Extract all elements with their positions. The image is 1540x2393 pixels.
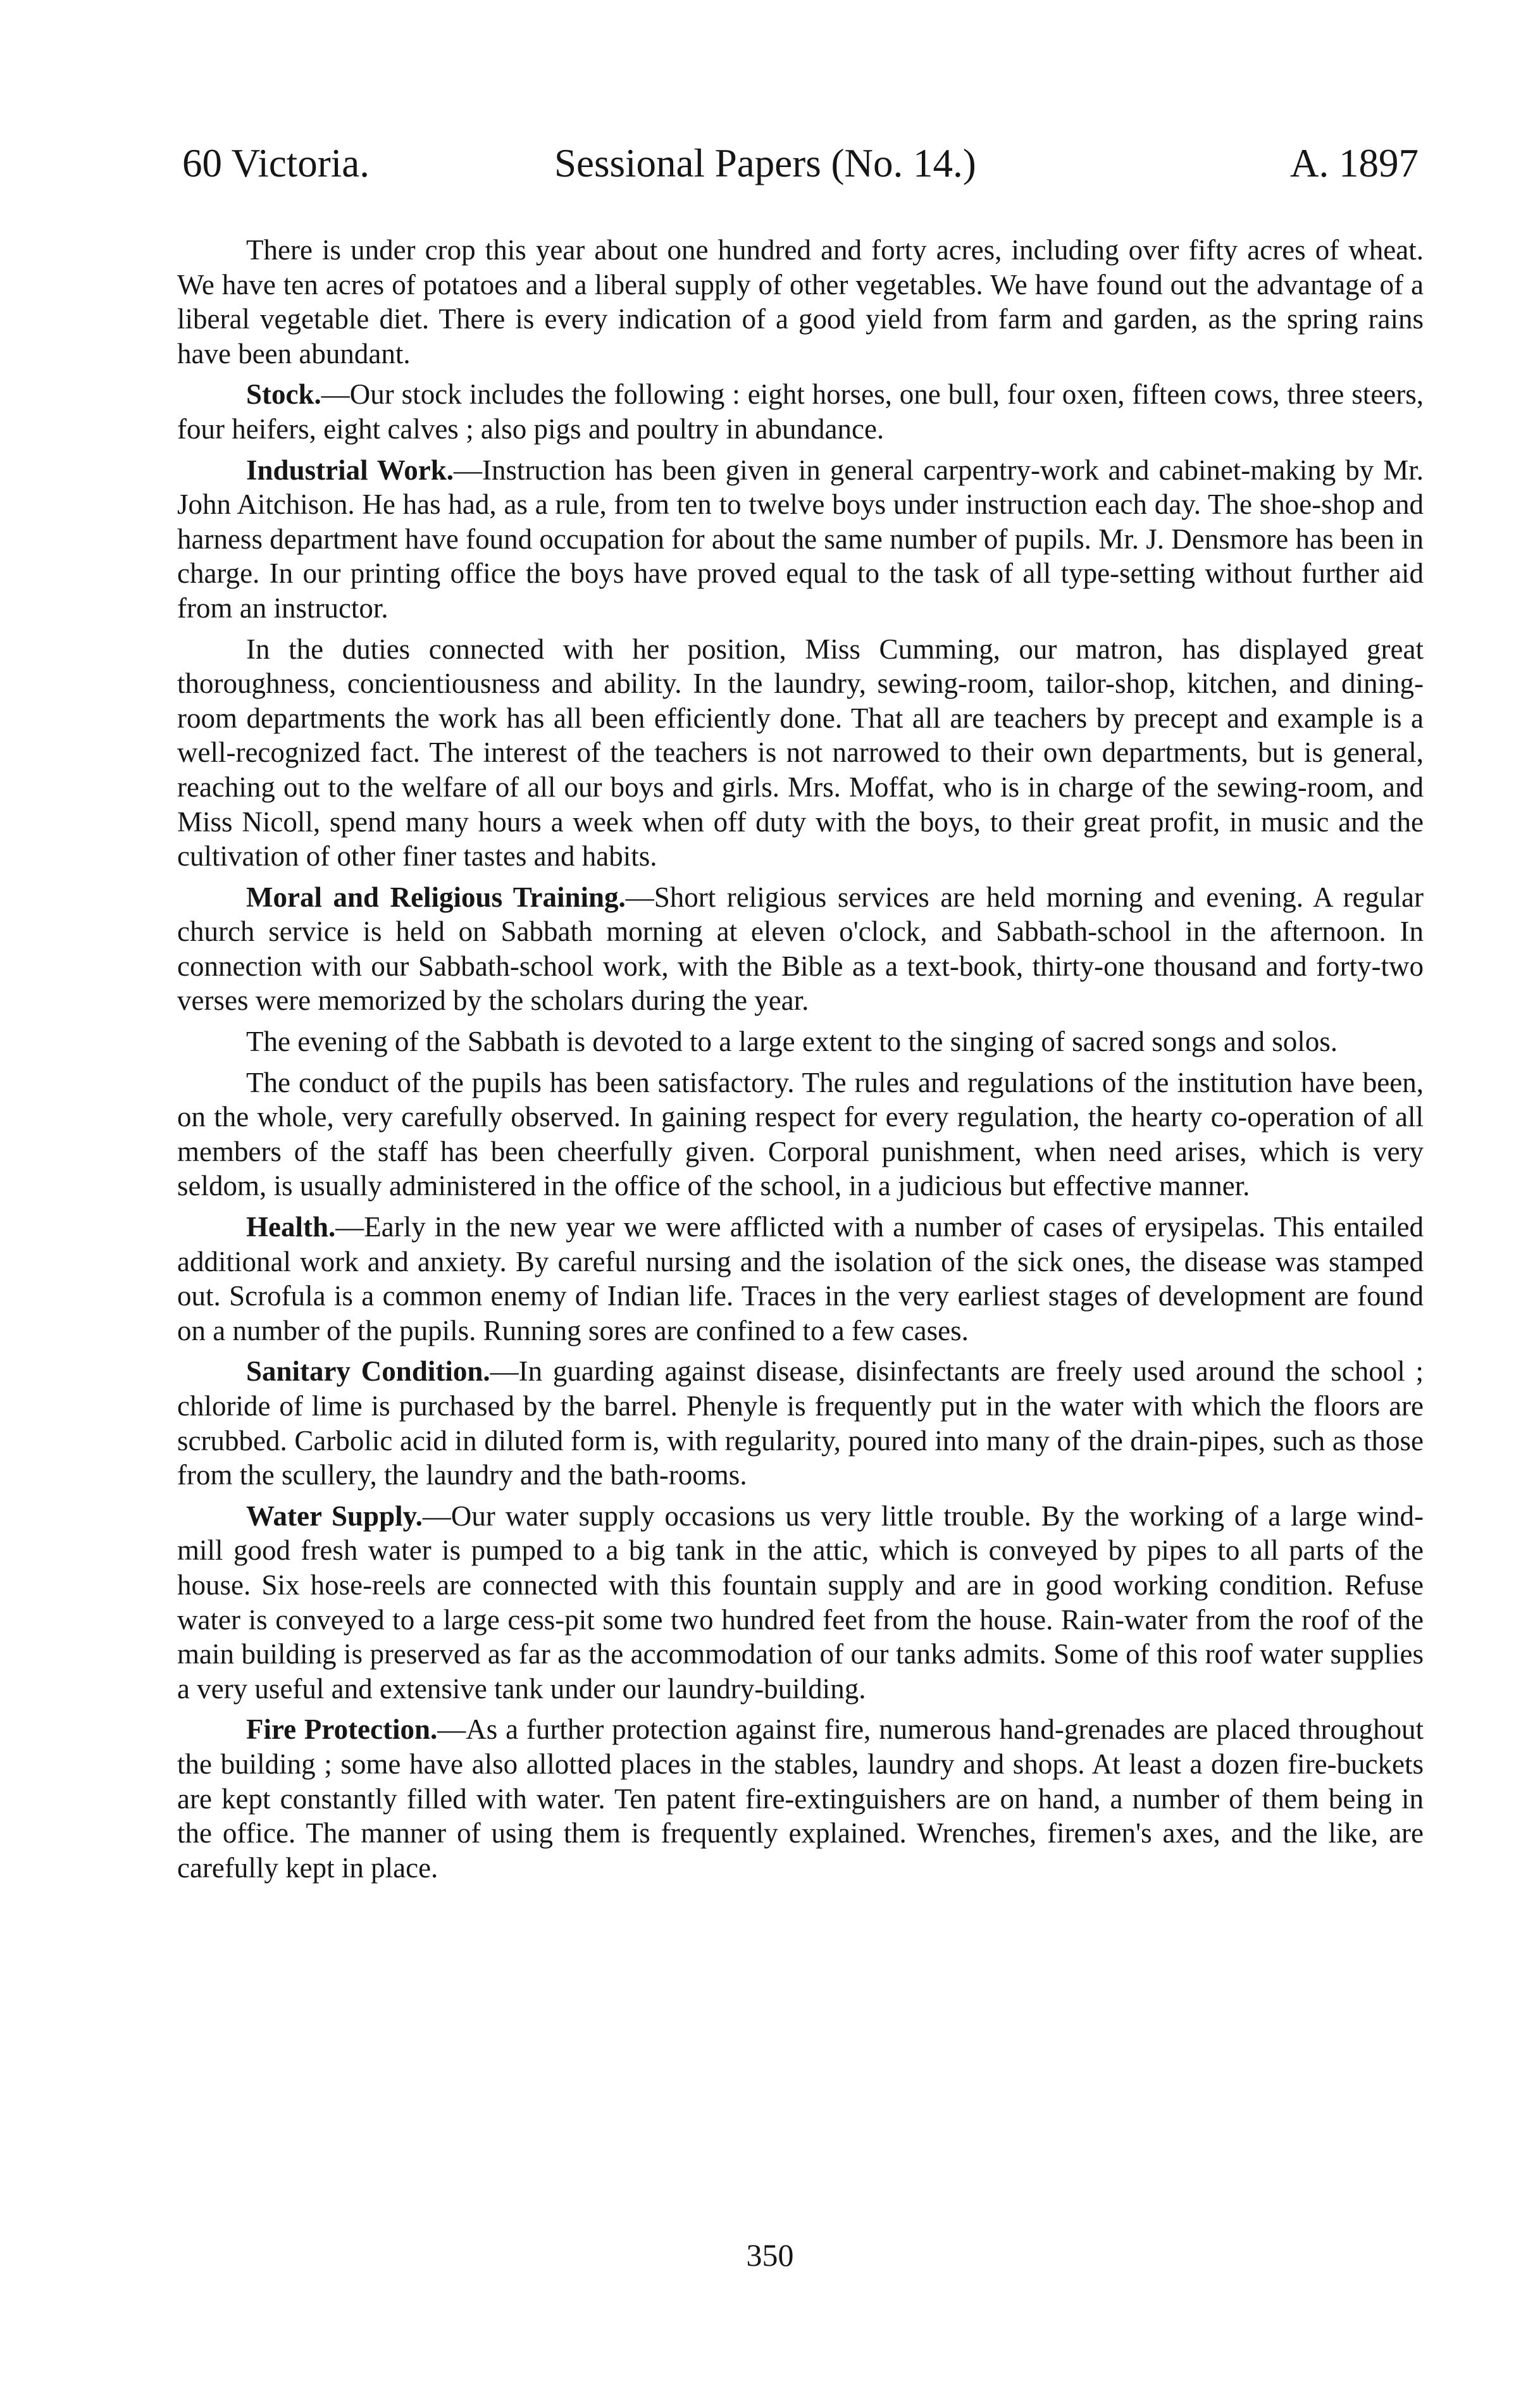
paragraph-industrial-work bbox=[177, 453, 1424, 626]
paragraph-text: The conduct of the pupils has been satisfactory. The rules and regulations of the institution have been, on the whole, very carefully observed. In gaining respect for every regulation, the hearty co-operation of all members of the staff has been cheerfully given. Corporal punishment, when need arises, which is very seldom, is usually administered in the office of the school, in a judicious but effective manner. bbox=[177, 1066, 1424, 1202]
section-heading-stock: Stock. bbox=[246, 378, 321, 411]
header-session: 60 Victoria. bbox=[182, 141, 369, 185]
paragraph-moral-training bbox=[177, 880, 1424, 1018]
paragraph-stock bbox=[177, 377, 1424, 446]
header-title: Sessional Papers (No. 14.) bbox=[554, 141, 976, 185]
paragraph-health bbox=[177, 1210, 1424, 1348]
paragraph-text: —Instruction has been given in general carpentry-work and cabinet-making by Mr. John Aitchison. He has had, as a rule, from ten to twelve boys under instruction each day. The shoe-shop and harness department have found occupation for about the same number of pupils. Mr. J. Densmore has been in charge. In our printing office the boys have proved equal to the task of all type-setting without further aid from an instructor. bbox=[177, 454, 1424, 624]
paragraph-text: —As a further protection against fire, numerous hand-grenades are placed throughout the building ; some have also allotted places in the stables, laundry and shops. At least a dozen fire-buckets are kept constantly filled with water. Ten patent fire-extinguishers are on hand, a number of them being in the office. The manner of using them is frequently explained. Wrenches, firemen's axes, and the like, are carefully kept in place. bbox=[177, 1713, 1424, 1884]
body-text bbox=[177, 233, 1424, 1891]
paragraph-text: In the duties connected with her position, Miss Cumming, our matron, has displayed great thoroughness, concientiousness and ability. In the laundry, sewing-room, tailor-shop, kitchen, and dining-room departments the work has all been efficiently done. That all are teachers by precept and example is a well-recognized fact. The interest of the teachers is not narrowed to their own departments, but is general, reaching out to the welfare of all our boys and girls. Mrs. Moffat, who is in charge of the sewing-room, and Miss Nicoll, spend many hours a week when off duty with the boys, to their great profit, in music and the cultivation of other finer tastes and habits. bbox=[177, 633, 1424, 873]
section-heading-industrial-work: Industrial Work. bbox=[246, 454, 454, 486]
paragraph-text: —Our water supply occasions us very little trouble. By the working of a large wind-mill good fresh water is pumped to a big tank in the attic, which is conveyed by pipes to all parts of the house. Six hose-reels are connected with this fountain supply and are in good working condition. Refuse water is conveyed to a large cess-pit some two hundred feet from the house. Rain-water from the roof of the main building is preserved as far as the accommodation of our tanks admits. Some of this roof water supplies a very useful and extensive tank under our laundry-building. bbox=[177, 1500, 1424, 1705]
paragraph-water-supply bbox=[177, 1499, 1424, 1706]
paragraph-text: There is under crop this year about one hundred and forty acres, including over fifty acres of wheat. We have ten acres of potatoes and a liberal supply of other vegetables. We have found out the advantage of a liberal vegetable diet. There is every indication of a good yield from farm and garden, as the spring rains have been abundant. bbox=[177, 234, 1424, 370]
section-heading-water-supply: Water Supply. bbox=[246, 1500, 423, 1532]
paragraph-text: —In guarding against disease, disinfectants are freely used around the school ; chloride of lime is purchased by the barrel. Phenyle is frequently put in the water with which the floors are scrubbed. Carbolic acid in diluted form is, with regularity, poured into many of the drain-pipes, such as those from the scullery, the laundry and the bath-rooms. bbox=[177, 1355, 1424, 1491]
paragraph-text: —Our stock includes the following : eight horses, one bull, four oxen, fifteen cows, three steers, four heifers, eight calves ; also pigs and poultry in abundance. bbox=[177, 378, 1424, 445]
paragraph-sanitary-condition bbox=[177, 1354, 1424, 1492]
paragraph-sabbath-evening bbox=[177, 1024, 1424, 1059]
section-heading-moral-training: Moral and Religious Training. bbox=[246, 881, 626, 913]
section-heading-health: Health. bbox=[246, 1211, 336, 1243]
section-heading-fire-protection: Fire Protection. bbox=[246, 1713, 438, 1746]
header-year: A. 1897 bbox=[1290, 141, 1419, 185]
paragraph-fire-protection bbox=[177, 1712, 1424, 1885]
page-number: 350 bbox=[746, 2237, 794, 2273]
paragraph-conduct bbox=[177, 1066, 1424, 1203]
paragraph-text: —Early in the new year we were afflicted with a number of cases of erysipelas. This entailed additional work and anxiety. By careful nursing and the isolation of the sick ones, the disease was stamped out. Scrofula is a common enemy of Indian life. Traces in the very earliest stages of development are found on a number of the pupils. Running sores are confined to a few cases. bbox=[177, 1211, 1424, 1346]
paragraph-matron bbox=[177, 632, 1424, 874]
section-heading-sanitary-condition: Sanitary Condition. bbox=[246, 1355, 490, 1388]
paragraph-crops bbox=[177, 233, 1424, 371]
paragraph-text: The evening of the Sabbath is devoted to a large extent to the singing of sacred songs and solos. bbox=[246, 1026, 1338, 1058]
paragraph-text: —Short religious services are held morning and evening. A regular church service is held on Sabbath morning at eleven o'clock, and Sabbath-school in the afternoon. In connection with our Sabbath-school work, with the Bible as a text-book, thirty-one thousand and forty-two verses were memorized by the scholars during the year. bbox=[177, 881, 1424, 1017]
